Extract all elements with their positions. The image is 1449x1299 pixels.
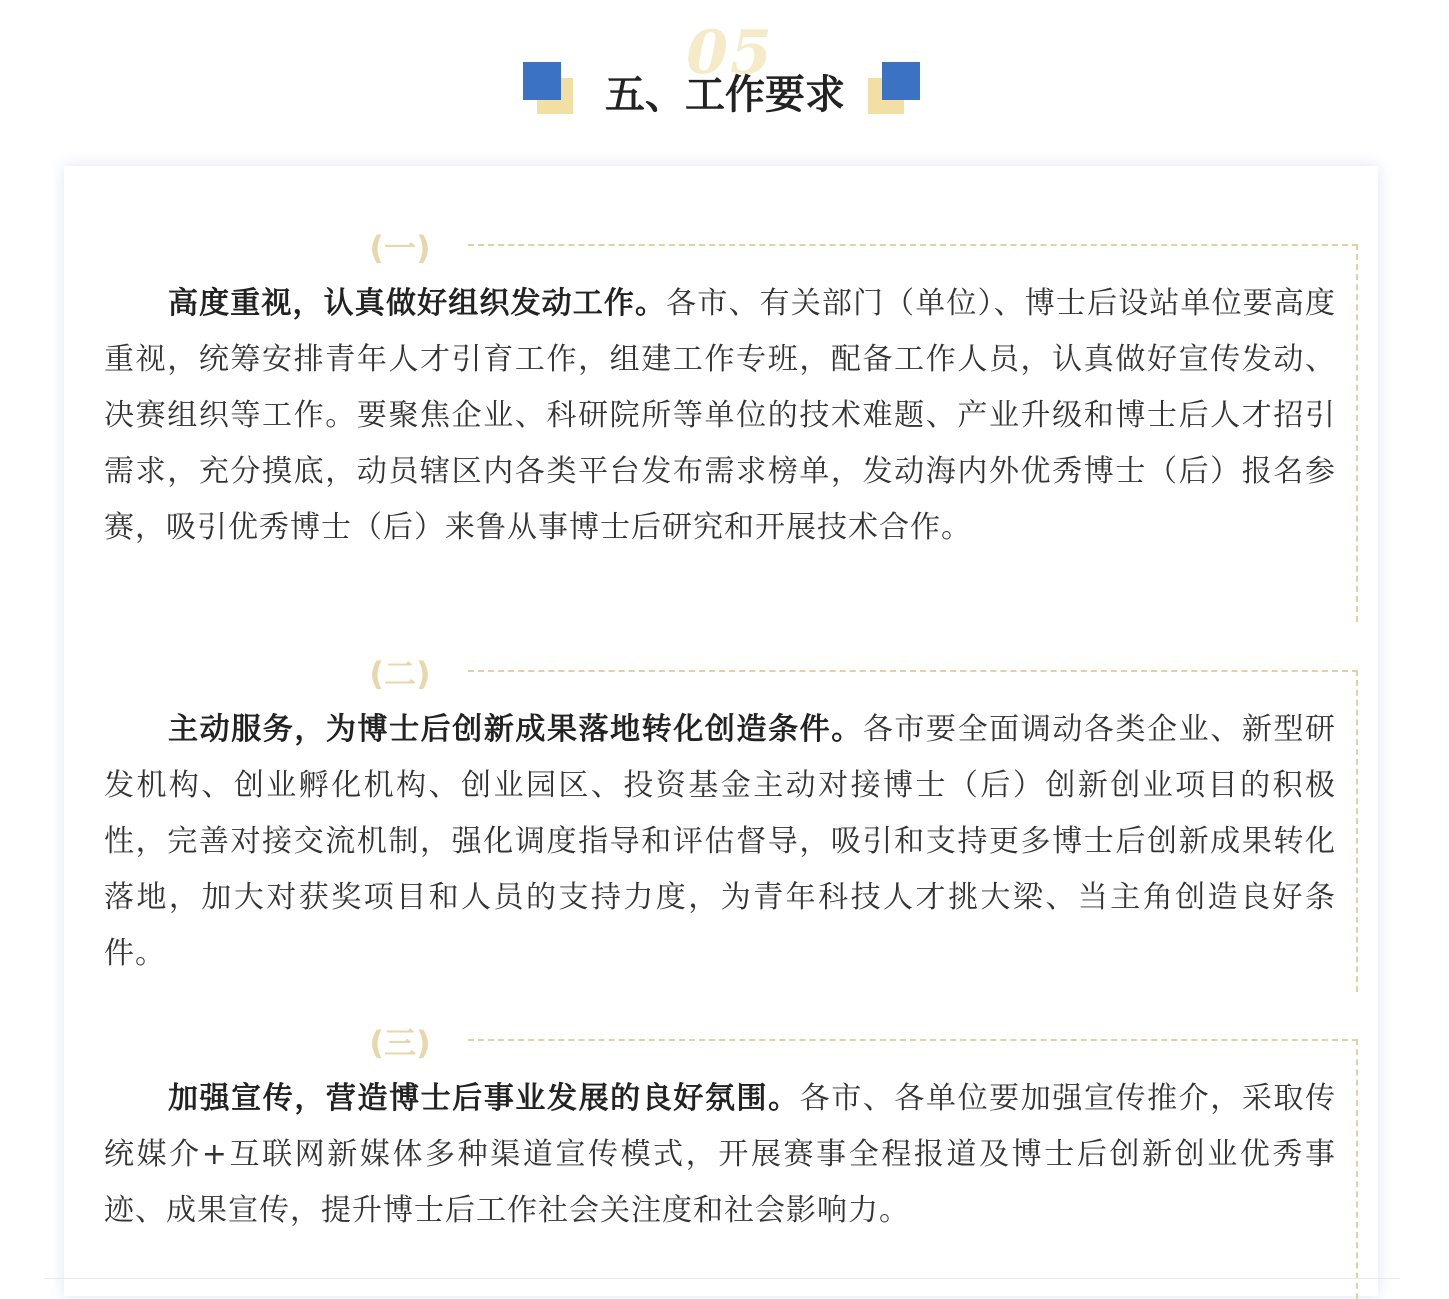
decor-squares-right bbox=[868, 62, 920, 118]
paragraph-text: 各市要全面调动各类企业、新型研发机构、创业孵化机构、创业园区、投资基金主动对接博士（后）创新创业项目的积极性，完善对接交流机制，强化调度指导和评估督导，吸引和支持更多博士后创新成果转化落地，加大对获奖项目和人员的支持力度，为青年科技人才挑大梁、当主角创造良好条件。 bbox=[104, 712, 1337, 971]
dashed-side-border bbox=[1356, 244, 1358, 622]
subsection-paragraph bbox=[104, 276, 1336, 556]
bottom-divider bbox=[44, 1278, 1400, 1279]
paragraph-text: 各市、各单位要加强宣传推介，采取传统媒介+互联网新媒体多种渠道宣传模式，开展赛事全程报道及博士后创新创业优秀事迹、成果宣传，提升博士后工作社会关注度和社会影响力。 bbox=[104, 1081, 1337, 1228]
decor-squares-left bbox=[523, 62, 575, 118]
subsection-number: (三) bbox=[369, 1024, 431, 1062]
dashed-divider bbox=[468, 244, 1358, 246]
dashed-side-border bbox=[1356, 1039, 1358, 1299]
paragraph-lead: 加强宣传，营造博士后事业发展的良好氛围。 bbox=[168, 1081, 800, 1116]
blue-square-icon bbox=[523, 62, 561, 100]
dashed-side-border bbox=[1356, 670, 1358, 992]
subsection-paragraph bbox=[104, 702, 1336, 982]
paragraph-text: 各市、有关部门（单位）、博士后设站单位要高度重视，统筹安排青年人才引育工作，组建工作专班，配备工作人员，认真做好宣传发动、决赛组织等工作。要聚焦企业、科研院所等单位的技术难题、产业升级和博士后人才招引需求，充分摸底，动员辖区内各类平台发布需求榜单，发动海内外优秀博士（后）报名参赛，吸引优秀博士（后）来鲁从事博士后研究和开展技术合作。 bbox=[104, 286, 1337, 545]
subsection-paragraph bbox=[104, 1071, 1336, 1239]
section-header bbox=[0, 0, 1449, 140]
blue-square-icon bbox=[882, 62, 920, 100]
watermark-number: 05 bbox=[686, 18, 774, 88]
subsection-number: (二) bbox=[369, 655, 431, 693]
section-title: 五、工作要求 bbox=[605, 72, 845, 118]
paragraph-lead: 主动服务，为博士后创新成果落地转化创造条件。 bbox=[168, 712, 863, 747]
content-card bbox=[64, 166, 1378, 1296]
dashed-divider bbox=[468, 670, 1358, 672]
subsection-number: (一) bbox=[369, 229, 431, 267]
paragraph-lead: 高度重视，认真做好组织发动工作。 bbox=[168, 286, 667, 321]
dashed-divider bbox=[468, 1039, 1358, 1041]
